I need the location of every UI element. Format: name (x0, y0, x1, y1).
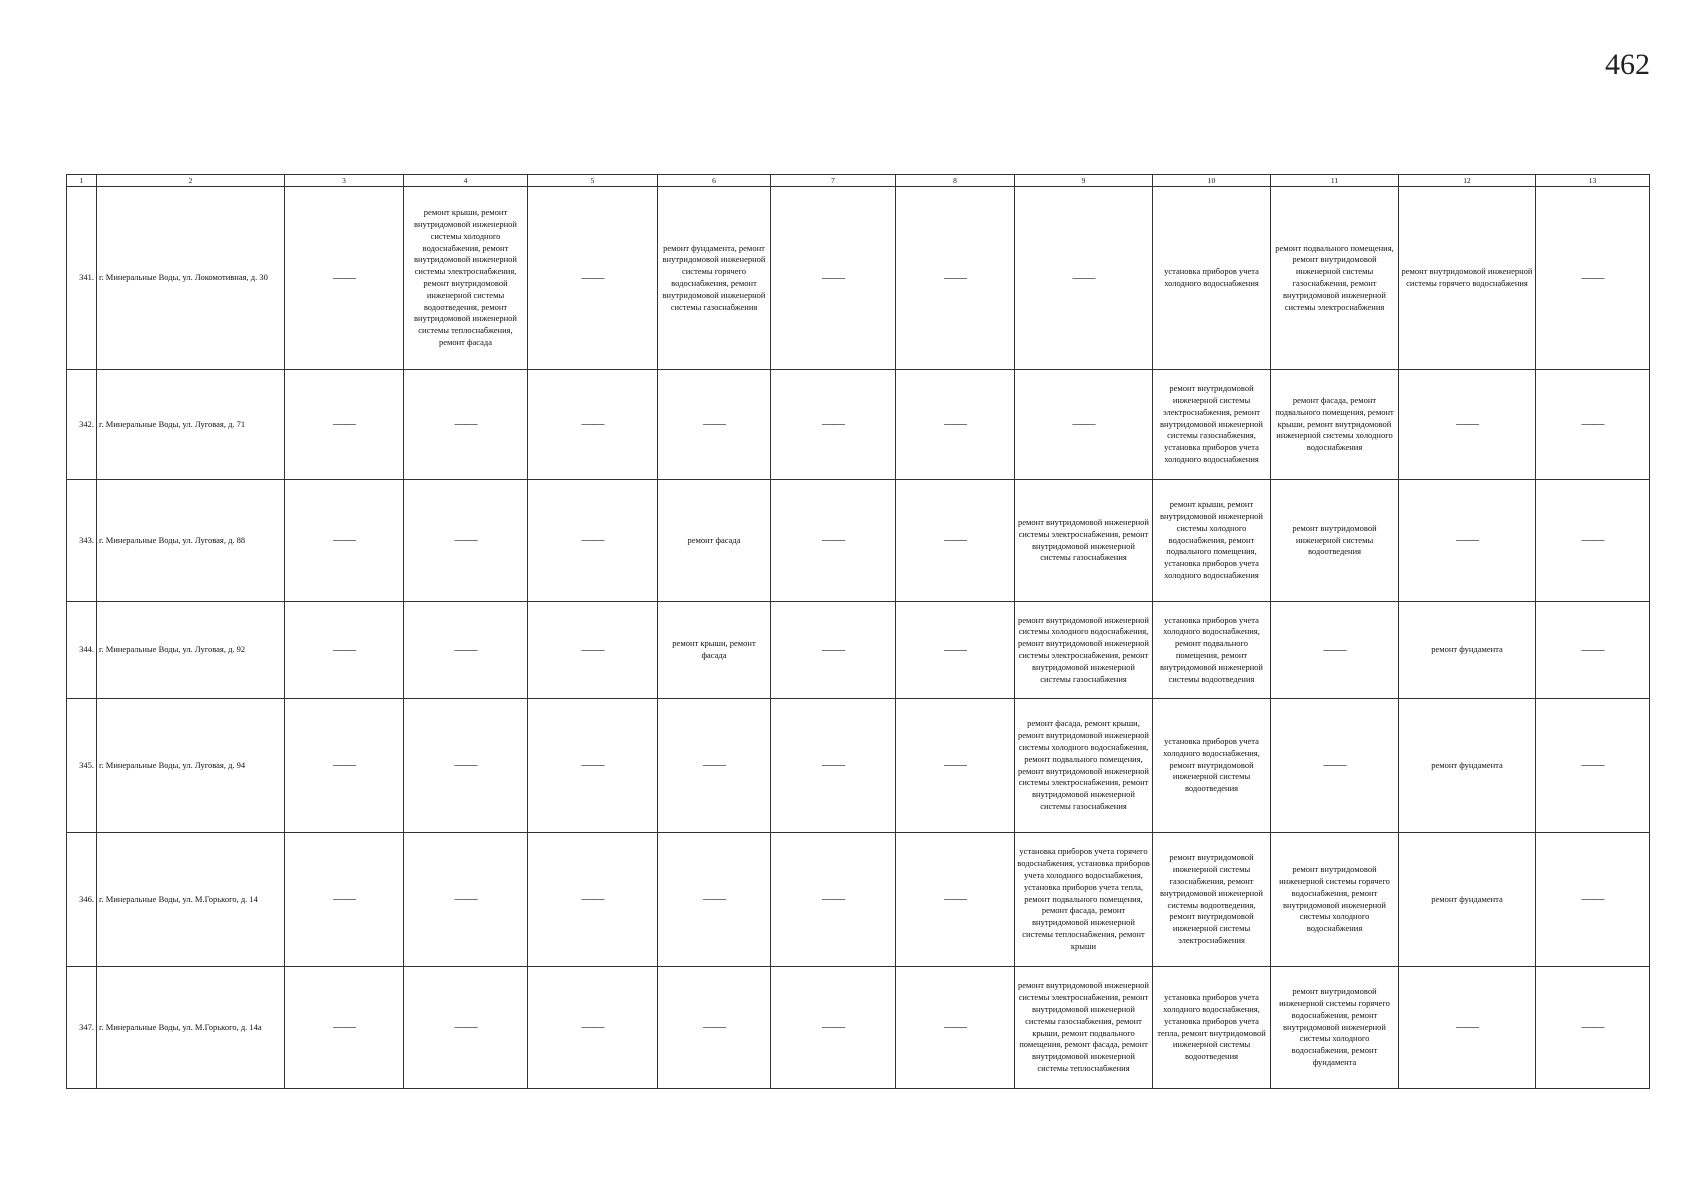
dash-mark: —— (581, 1019, 604, 1034)
work-cell-col-11: ремонт фасада, ремонт подвального помещения, ремонт крыши, ремонт внутридомовой инженерной системы холодного водоснабжения (1271, 370, 1399, 480)
empty-cell (771, 370, 896, 480)
column-header-7: 7 (771, 175, 896, 187)
column-header-10: 10 (1153, 175, 1271, 187)
address-cell: г. Минеральные Воды, ул. Локомотивная, д. 30 (97, 187, 285, 370)
empty-cell (285, 187, 404, 370)
column-header-12: 12 (1399, 175, 1536, 187)
work-cell-col-9: ремонт внутридомовой инженерной системы холодного водоснабжения, ремонт внутридомовой инженерной системы электроснабжения, ремонт внутридомовой инженерной системы газоснабжения (1015, 602, 1153, 699)
column-header-5: 5 (528, 175, 658, 187)
row-number: 347. (67, 967, 97, 1089)
dash-mark: —— (1456, 1019, 1478, 1034)
dash-mark: —— (333, 532, 355, 547)
empty-cell (528, 480, 658, 602)
dash-mark: —— (581, 416, 604, 431)
empty-cell (285, 967, 404, 1089)
dash-mark: —— (703, 1019, 725, 1034)
column-header-2: 2 (97, 175, 285, 187)
work-cell-col-10: установка приборов учета холодного водоснабжения, ремонт внутридомовой инженерной системы водоотведения (1153, 699, 1271, 833)
empty-cell (1015, 370, 1153, 480)
empty-cell (285, 370, 404, 480)
empty-cell (285, 833, 404, 967)
dash-mark: —— (333, 641, 355, 656)
empty-cell (771, 602, 896, 699)
empty-cell (1536, 187, 1650, 370)
dash-mark: —— (703, 757, 725, 772)
empty-cell (771, 967, 896, 1089)
empty-cell (285, 699, 404, 833)
work-cell-col-11: ремонт подвального помещения, ремонт внутридомовой инженерной системы газоснабжения, ремонт внутридомовой инженерной системы электроснабжения (1271, 187, 1399, 370)
dash-mark: —— (1072, 269, 1095, 284)
work-cell-col-9: ремонт внутридомовой инженерной системы электроснабжения, ремонт внутридомовой инженерной системы газоснабжения (1015, 480, 1153, 602)
address-cell: г. Минеральные Воды, ул. Луговая, д. 94 (97, 699, 285, 833)
empty-cell (1536, 833, 1650, 967)
empty-cell (896, 699, 1015, 833)
empty-cell (896, 833, 1015, 967)
empty-cell (404, 480, 528, 602)
table-row (67, 602, 1650, 699)
row-number: 343. (67, 480, 97, 602)
work-cell-col-9: установка приборов учета горячего водоснабжения, установка приборов учета холодного водоснабжения, установка приборов учета тепла, ремонт подвального помещения, ремонт фасада, ремонт внутридомовой инженерной системы теплоснабжения, ремонт крыши (1015, 833, 1153, 967)
work-schedule-table (66, 174, 1650, 1089)
dash-mark: —— (944, 416, 966, 431)
dash-mark: —— (333, 269, 355, 284)
work-cell-col-10: ремонт крыши, ремонт внутридомовой инженерной системы холодного водоснабжения, ремонт подвального помещения, установка приборов учета холодного водоснабжения (1153, 480, 1271, 602)
dash-mark: —— (333, 757, 355, 772)
empty-cell (528, 187, 658, 370)
address-cell: г. Минеральные Воды, ул. Луговая, д. 92 (97, 602, 285, 699)
empty-cell (896, 187, 1015, 370)
table-body (67, 175, 1650, 1089)
empty-cell (1271, 602, 1399, 699)
empty-cell (404, 370, 528, 480)
empty-cell (404, 699, 528, 833)
dash-mark: —— (822, 532, 844, 547)
row-number: 342. (67, 370, 97, 480)
dash-mark: —— (944, 891, 966, 906)
dash-mark: —— (581, 891, 604, 906)
empty-cell (404, 602, 528, 699)
row-number: 341. (67, 187, 97, 370)
dash-mark: —— (333, 891, 355, 906)
dash-mark: —— (822, 416, 844, 431)
empty-cell (896, 602, 1015, 699)
dash-mark: —— (944, 269, 966, 284)
dash-mark: —— (581, 757, 604, 772)
work-cell-col-10: ремонт внутридомовой инженерной системы газоснабжения, ремонт внутридомовой инженерной системы водоотведения, ремонт внутридомовой инженерной системы электроснабжения (1153, 833, 1271, 967)
work-cell-col-11: ремонт внутридомовой инженерной системы горячего водоснабжения, ремонт внутридомовой инженерной системы холодного водоснабжения, ремонт фундамента (1271, 967, 1399, 1089)
table-row (67, 699, 1650, 833)
address-cell: г. Минеральные Воды, ул. М.Горького, д. 14а (97, 967, 285, 1089)
dash-mark: —— (822, 269, 844, 284)
empty-cell (1536, 370, 1650, 480)
dash-mark: —— (822, 641, 844, 656)
dash-mark: —— (944, 1019, 966, 1034)
work-cell-col-9: ремонт фасада, ремонт крыши, ремонт внутридомовой инженерной системы холодного водоснабжения, ремонт подвального помещения, ремонт внутридомовой инженерной системы электроснабжения, ремонт внутридомовой инженерной системы газоснабжения (1015, 699, 1153, 833)
work-cell-col-4: ремонт крыши, ремонт внутридомовой инженерной системы холодного водоснабжения, ремонт внутридомовой инженерной системы электроснабжения, ремонт внутридомовой инженерной системы водоотведения, ремонт внутридомовой инженерной системы теплоснабжения, ремонт фасада (404, 187, 528, 370)
empty-cell (1399, 480, 1536, 602)
dash-mark: —— (822, 1019, 844, 1034)
column-header-9: 9 (1015, 175, 1153, 187)
page-number: 462 (1605, 48, 1650, 81)
empty-cell (285, 480, 404, 602)
empty-cell (1015, 187, 1153, 370)
work-cell-col-6: ремонт крыши, ремонт фасада (658, 602, 771, 699)
empty-cell (1271, 699, 1399, 833)
empty-cell (658, 370, 771, 480)
dash-mark: —— (1323, 757, 1346, 772)
empty-cell (528, 602, 658, 699)
work-cell-col-12: ремонт фундамента (1399, 699, 1536, 833)
work-cell-col-10: установка приборов учета холодного водоснабжения, ремонт подвального помещения, ремонт внутридомовой инженерной системы водоотведения (1153, 602, 1271, 699)
empty-cell (528, 833, 658, 967)
empty-cell (1399, 967, 1536, 1089)
empty-cell (285, 602, 404, 699)
dash-mark: —— (581, 269, 604, 284)
dash-mark: —— (454, 532, 477, 547)
work-cell-col-12: ремонт фундамента (1399, 833, 1536, 967)
empty-cell (658, 833, 771, 967)
empty-cell (1399, 370, 1536, 480)
empty-cell (1536, 480, 1650, 602)
dash-mark: —— (1581, 269, 1604, 284)
empty-cell (528, 967, 658, 1089)
dash-mark: —— (454, 416, 477, 431)
empty-cell (658, 699, 771, 833)
dash-mark: —— (944, 641, 966, 656)
dash-mark: —— (1323, 641, 1346, 656)
dash-mark: —— (1456, 416, 1478, 431)
empty-cell (1536, 602, 1650, 699)
column-header-11: 11 (1271, 175, 1399, 187)
work-cell-col-12: ремонт фундамента (1399, 602, 1536, 699)
column-header-13: 13 (1536, 175, 1650, 187)
column-header-4: 4 (404, 175, 528, 187)
empty-cell (404, 967, 528, 1089)
dash-mark: —— (1581, 891, 1604, 906)
dash-mark: —— (454, 757, 477, 772)
dash-mark: —— (1456, 532, 1478, 547)
empty-cell (896, 370, 1015, 480)
table-row (67, 833, 1650, 967)
dash-mark: —— (581, 532, 604, 547)
empty-cell (528, 370, 658, 480)
empty-cell (658, 967, 771, 1089)
column-number-row (67, 175, 1650, 187)
work-cell-col-9: ремонт внутридомовой инженерной системы электроснабжения, ремонт внутридомовой инженерной системы газоснабжения, ремонт крыши, ремонт подвального помещения, ремонт фасада, ремонт внутридомовой инженерной системы теплоснабжения (1015, 967, 1153, 1089)
dash-mark: —— (454, 641, 477, 656)
column-header-3: 3 (285, 175, 404, 187)
table-row (67, 187, 1650, 370)
dash-mark: —— (1072, 416, 1095, 431)
dash-mark: —— (333, 416, 355, 431)
dash-mark: —— (944, 532, 966, 547)
column-header-1: 1 (67, 175, 97, 187)
empty-cell (896, 967, 1015, 1089)
address-cell: г. Минеральные Воды, ул. М.Горького, д. 14 (97, 833, 285, 967)
work-cell-col-12: ремонт внутридомовой инженерной системы горячего водоснабжения (1399, 187, 1536, 370)
empty-cell (771, 699, 896, 833)
work-cell-col-10: установка приборов учета холодного водоснабжения, установка приборов учета тепла, ремонт внутридомовой инженерной системы водоотведения (1153, 967, 1271, 1089)
dash-mark: —— (1581, 641, 1604, 656)
work-cell-col-10: установка приборов учета холодного водоснабжения (1153, 187, 1271, 370)
table-row (67, 480, 1650, 602)
dash-mark: —— (454, 1019, 477, 1034)
column-header-6: 6 (658, 175, 771, 187)
empty-cell (528, 699, 658, 833)
dash-mark: —— (581, 641, 604, 656)
dash-mark: —— (454, 891, 477, 906)
empty-cell (1536, 699, 1650, 833)
empty-cell (896, 480, 1015, 602)
address-cell: г. Минеральные Воды, ул. Луговая, д. 71 (97, 370, 285, 480)
table-row (67, 370, 1650, 480)
dash-mark: —— (1581, 532, 1604, 547)
empty-cell (771, 833, 896, 967)
work-cell-col-11: ремонт внутридомовой инженерной системы водоотведения (1271, 480, 1399, 602)
dash-mark: —— (822, 891, 844, 906)
work-cell-col-6: ремонт фундамента, ремонт внутридомовой инженерной системы горячего водоснабжения, ремонт внутридомовой инженерной системы газоснабжения (658, 187, 771, 370)
row-number: 344. (67, 602, 97, 699)
dash-mark: —— (944, 757, 966, 772)
table-row (67, 967, 1650, 1089)
dash-mark: —— (1581, 757, 1604, 772)
dash-mark: —— (703, 416, 725, 431)
address-cell: г. Минеральные Воды, ул. Луговая, д. 88 (97, 480, 285, 602)
empty-cell (1536, 967, 1650, 1089)
work-cell-col-10: ремонт внутридомовой инженерной системы электроснабжения, ремонт внутридомовой инженерной системы газоснабжения, установка приборов учета холодного водоснабжения (1153, 370, 1271, 480)
row-number: 346. (67, 833, 97, 967)
column-header-8: 8 (896, 175, 1015, 187)
empty-cell (771, 187, 896, 370)
dash-mark: —— (822, 757, 844, 772)
work-cell-col-6: ремонт фасада (658, 480, 771, 602)
dash-mark: —— (703, 891, 725, 906)
dash-mark: —— (1581, 1019, 1604, 1034)
empty-cell (771, 480, 896, 602)
dash-mark: —— (333, 1019, 355, 1034)
empty-cell (404, 833, 528, 967)
dash-mark: —— (1581, 416, 1604, 431)
work-cell-col-11: ремонт внутридомовой инженерной системы горячего водоснабжения, ремонт внутридомовой инженерной системы холодного водоснабжения (1271, 833, 1399, 967)
row-number: 345. (67, 699, 97, 833)
